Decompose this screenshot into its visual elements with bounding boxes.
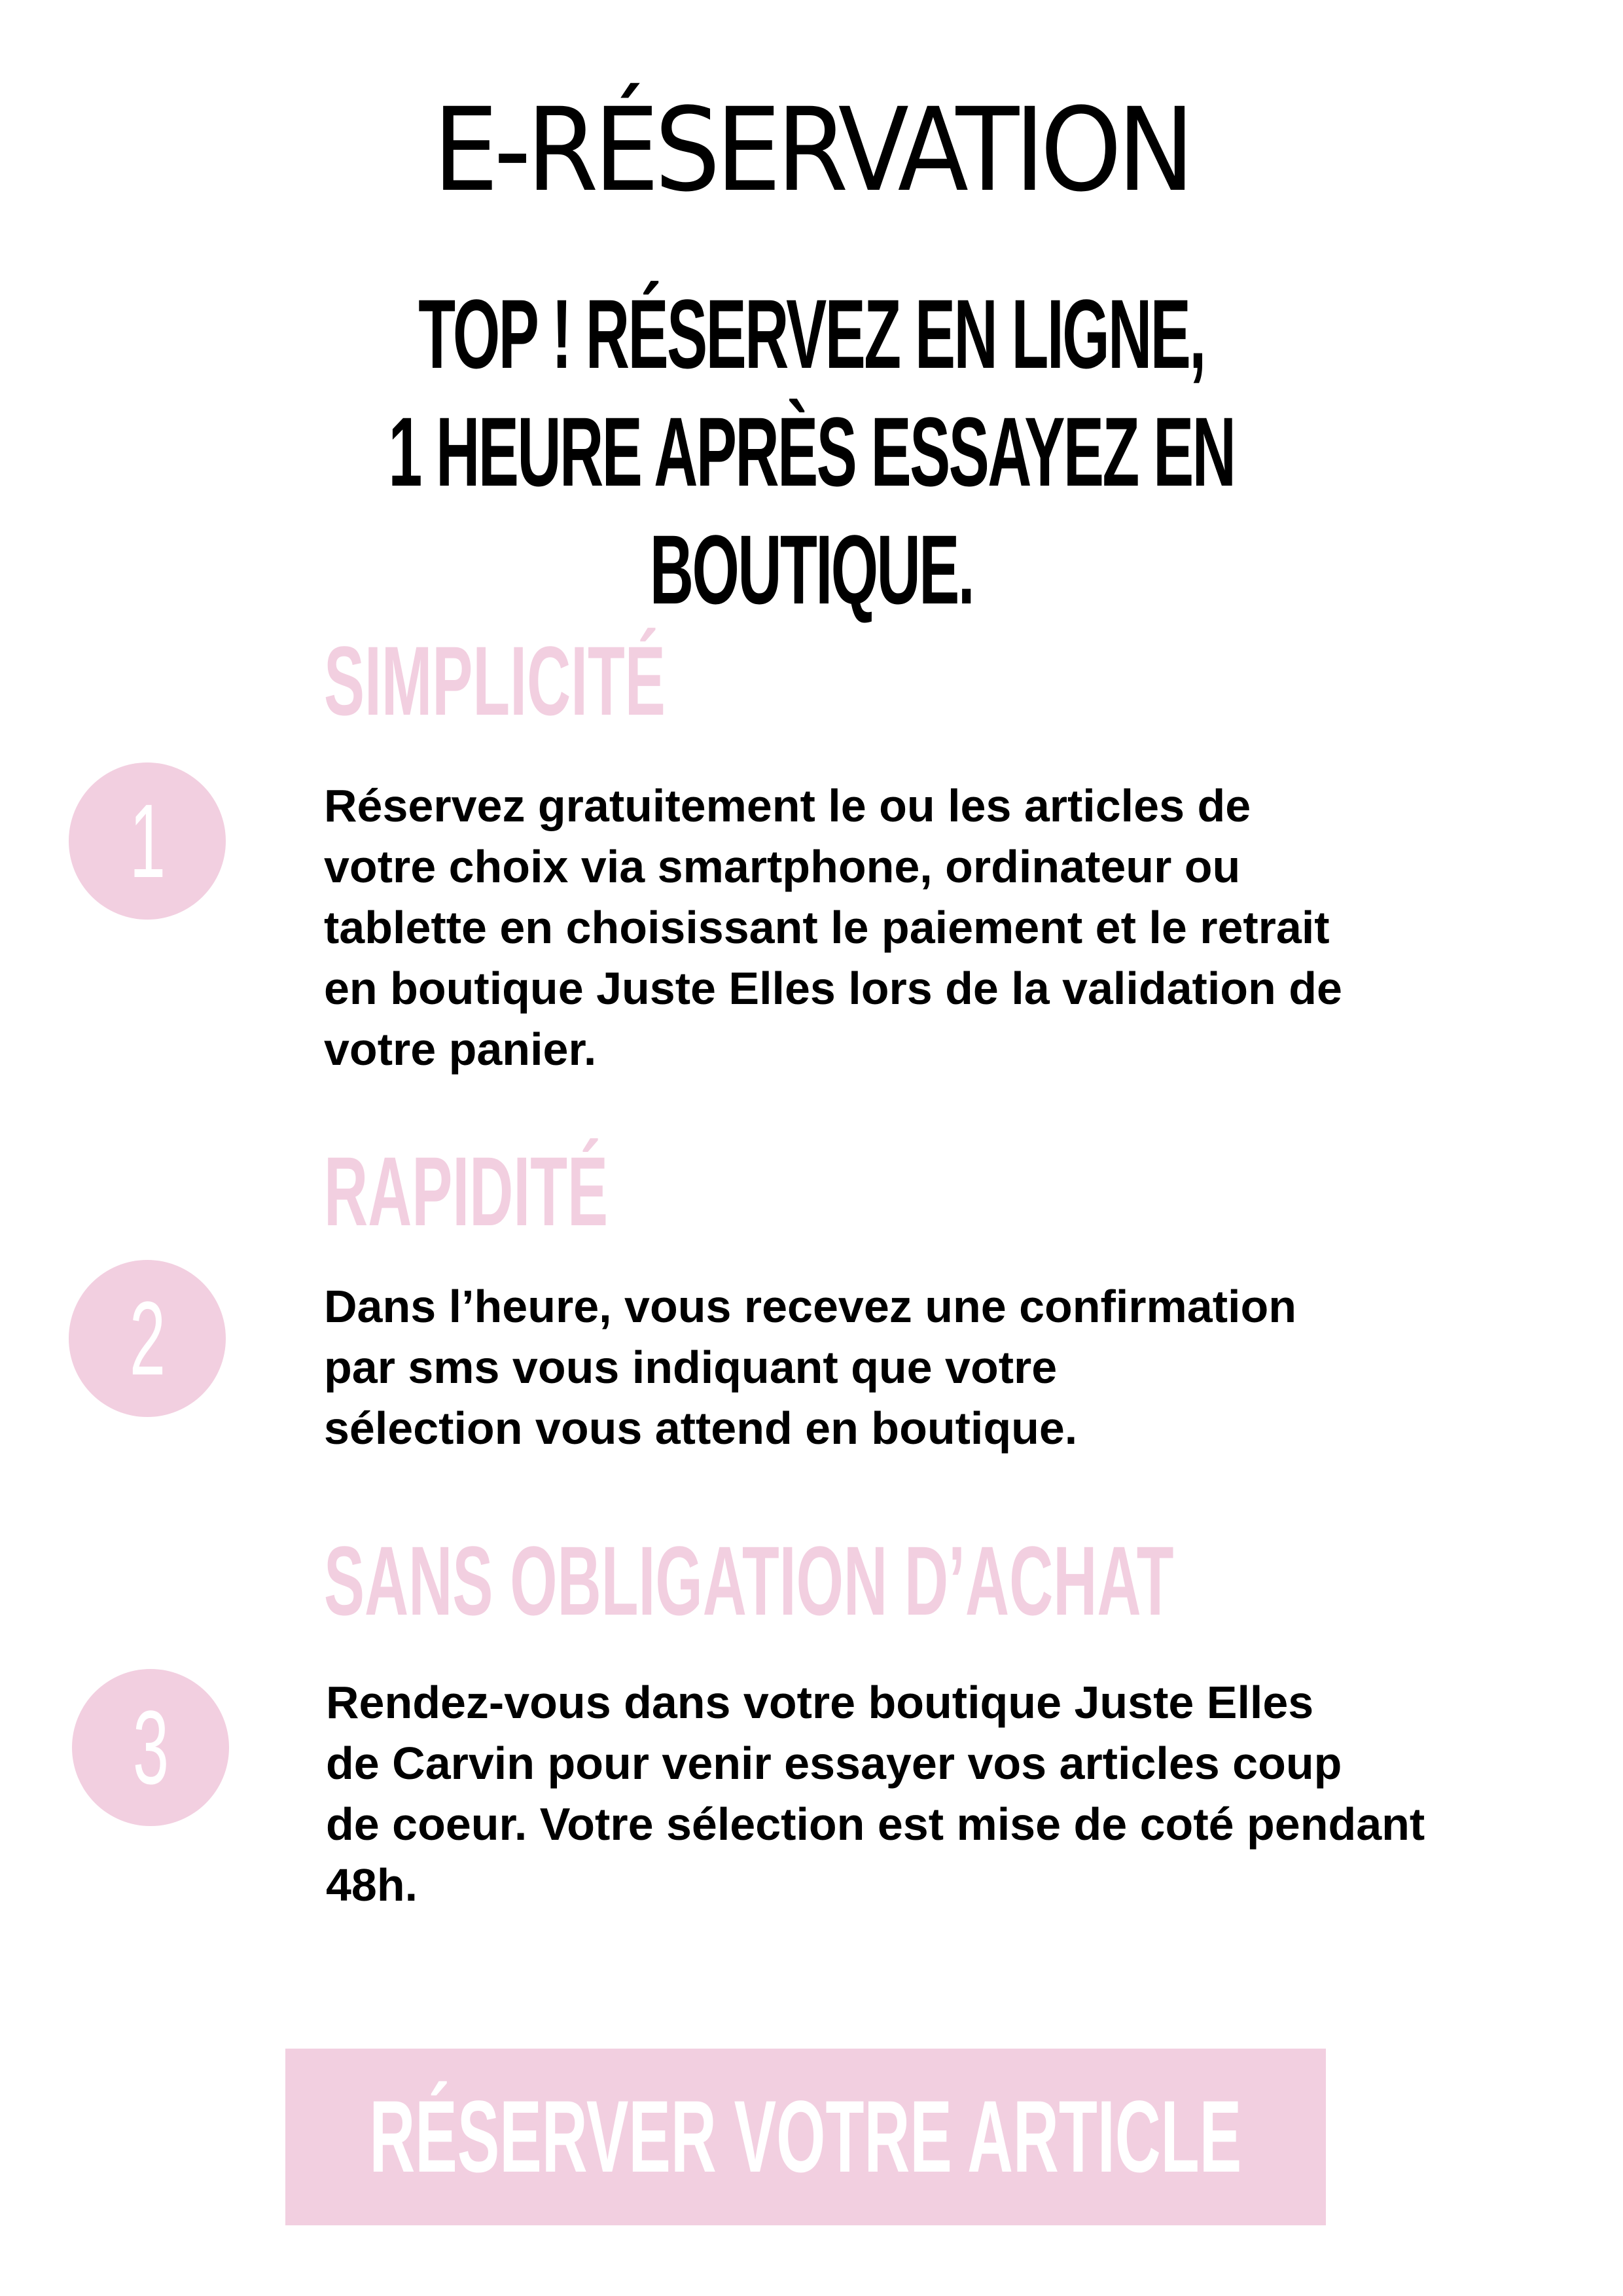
step-2-line-3: sélection vous attend en boutique.	[324, 1403, 1078, 1454]
step-3-number-badge	[72, 1669, 229, 1826]
step-3-number: 3	[132, 1689, 169, 1806]
step-1-line-2: votre choix via smartphone, ordinateur ou	[324, 841, 1241, 892]
subtitle-line-2: 1 HEURE APRÈS ESSAYEZ EN BOUTIQUE.	[388, 397, 1235, 624]
reserve-article-button[interactable]	[285, 2049, 1326, 2225]
step-1-line-5: votre panier.	[324, 1024, 597, 1075]
step-1-number-badge	[69, 762, 226, 920]
step-3-heading: SANS OBLIGATION D’ACHAT	[324, 1526, 1174, 1636]
step-3-line-4: 48h.	[326, 1859, 418, 1910]
step-1-heading: SIMPLICITÉ	[324, 626, 666, 736]
step-3-description	[326, 1672, 1425, 1916]
reserve-article-button-label: RÉSERVER VOTRE ARTICLE	[369, 2080, 1242, 2194]
subtitle-line-1: TOP ! RÉSERVEZ EN LIGNE,	[418, 279, 1205, 389]
step-2-description	[324, 1276, 1296, 1459]
step-3-line-2: de Carvin pour venir essayer vos articles coup	[326, 1738, 1342, 1789]
page-title: E-RÉSERVATION	[433, 83, 1190, 217]
step-1-line-4: en boutique Juste Elles lors de la validation de	[324, 963, 1342, 1014]
step-1-description	[324, 776, 1342, 1080]
step-1-line-1: Réservez gratuitement le ou les articles de	[324, 780, 1251, 831]
step-2-heading: RAPIDITÉ	[324, 1136, 609, 1246]
step-3-line-1: Rendez-vous dans votre boutique Juste Elles	[326, 1677, 1314, 1728]
step-2-number: 2	[129, 1280, 166, 1397]
step-1-line-3: tablette en choisissant le paiement et le retrait	[324, 902, 1330, 953]
step-2-number-badge	[69, 1260, 226, 1417]
step-2-line-1: Dans l’heure, vous recevez une confirmation	[324, 1281, 1296, 1332]
step-3-line-3: de coeur. Votre sélection est mise de coté pendant	[326, 1799, 1425, 1850]
step-2-line-2: par sms vous indiquant que votre	[324, 1342, 1058, 1393]
step-1-number: 1	[129, 782, 166, 899]
